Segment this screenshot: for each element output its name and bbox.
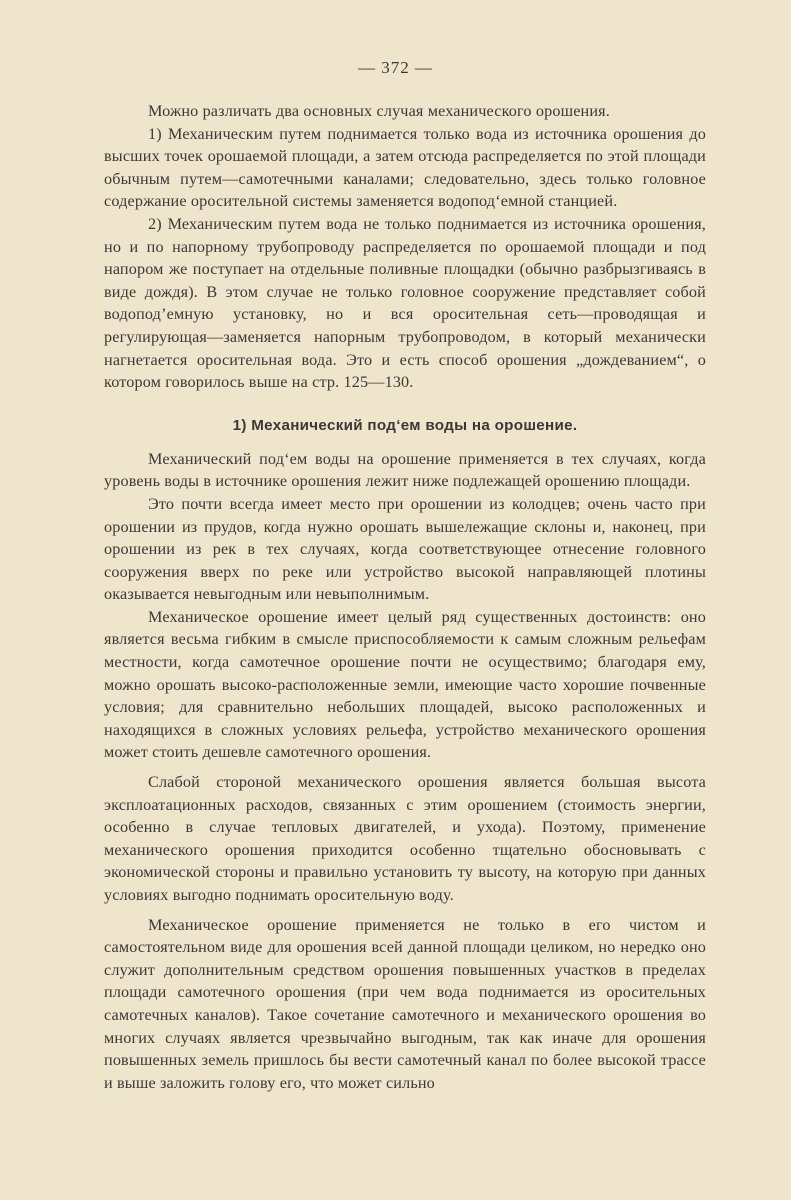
section-paragraph-1: Механический под‘ем воды на орошение применяется в тех случаях, когда уровень воды в источнике орошения лежит ниже подлежащей орошению площади. [104,449,706,491]
case-2-paragraph: 2) Механическим путем вода не только поднимается из источника орошения, но и по напорному трубопроводу распределяется по орошаемой площади и под напором же поступает на отдельные поливные площадки (обычно разбрызгиваясь в виде дождя). В этом случае не только головное сооружение представляет собой водопод’емную установку, но и вся оросительная сеть—проводящая и регулирующая—заменяется напорным трубопроводом, в который механически нагнетается оросительная вода. Это и есть способ орошения „дождеванием“, о котором говорилось выше на стр. 125—130. [104,214,706,392]
intro-paragraph: Можно различать два основных случая механического орошения. [148,102,610,120]
page-content [104,100,706,1094]
section-paragraph-5: Механическое орошение применяется не только в его чистом и самостоятельном виде для орошения всей данной площади целиком, но нередко оно служит дополнительным средством орошения повышенных участков в пределах площади самотечного орошения (при чем вода поднимается из оросительных самотечных каналов). Такое сочетание самотечного и механического орошения во многих случаях является чрезвычайно выгодным, так как иначе для орошения повышенных земель пришлось бы вести самотечный канал по более высокой трассе и выше заложить голову его, что может сильно [104,915,706,1092]
case-1-paragraph: 1) Механическим путем поднимается только вода из источника орошения до высших точек орошаемой площади, а затем отсюда распределяется по этой площади обычным путем—самотечными каналами; следовательно, здесь только головное содержание оросительной системы заменяется водопод‘емной станцией. [104,124,706,211]
section-paragraph-2: Это почти всегда имеет место при орошении из колодцев; очень часто при орошении из прудов, когда нужно орошать вышележащие склоны и, наконец, при орошении из рек в тех случаях, когда соответствующее отнесение головного сооружения вверх по реке или устройство высокой направляющей плотины оказывается невыгодным или невыполнимым. [104,494,706,604]
section-paragraph-3: Механическое орошение имеет целый ряд существенных достоинств: оно является весьма гибким в смысле приспособляемости к самым сложным рельефам местности, когда самотечное орошение почти не осуществимо; благодаря ему, можно орошать высоко-расположенные земли, имеющие часто хорошие почвенные условия; для сравнительно небольших площадей, высоко расположенных и находящихся в сложных условиях рельефа, устройство механического орошения может стоить дешевле самотечного орошения. [104,607,706,762]
section-paragraph-4: Слабой стороной механического орошения является большая высота эксплоатационных расходов, связанных с этим орошением (стоимость энергии, особенно в случае тепловых двигателей, и ухода). Поэтому, применение механического орошения приходится особенно тщательно обосновывать с экономической стороны и правильно установить ту высоту, на которую при данных условиях выгодно поднимать оросительную воду. [104,773,706,904]
section-heading: 1) Механический под‘ем воды на орошение. [232,416,578,434]
page-number: — 372 — [358,58,433,77]
